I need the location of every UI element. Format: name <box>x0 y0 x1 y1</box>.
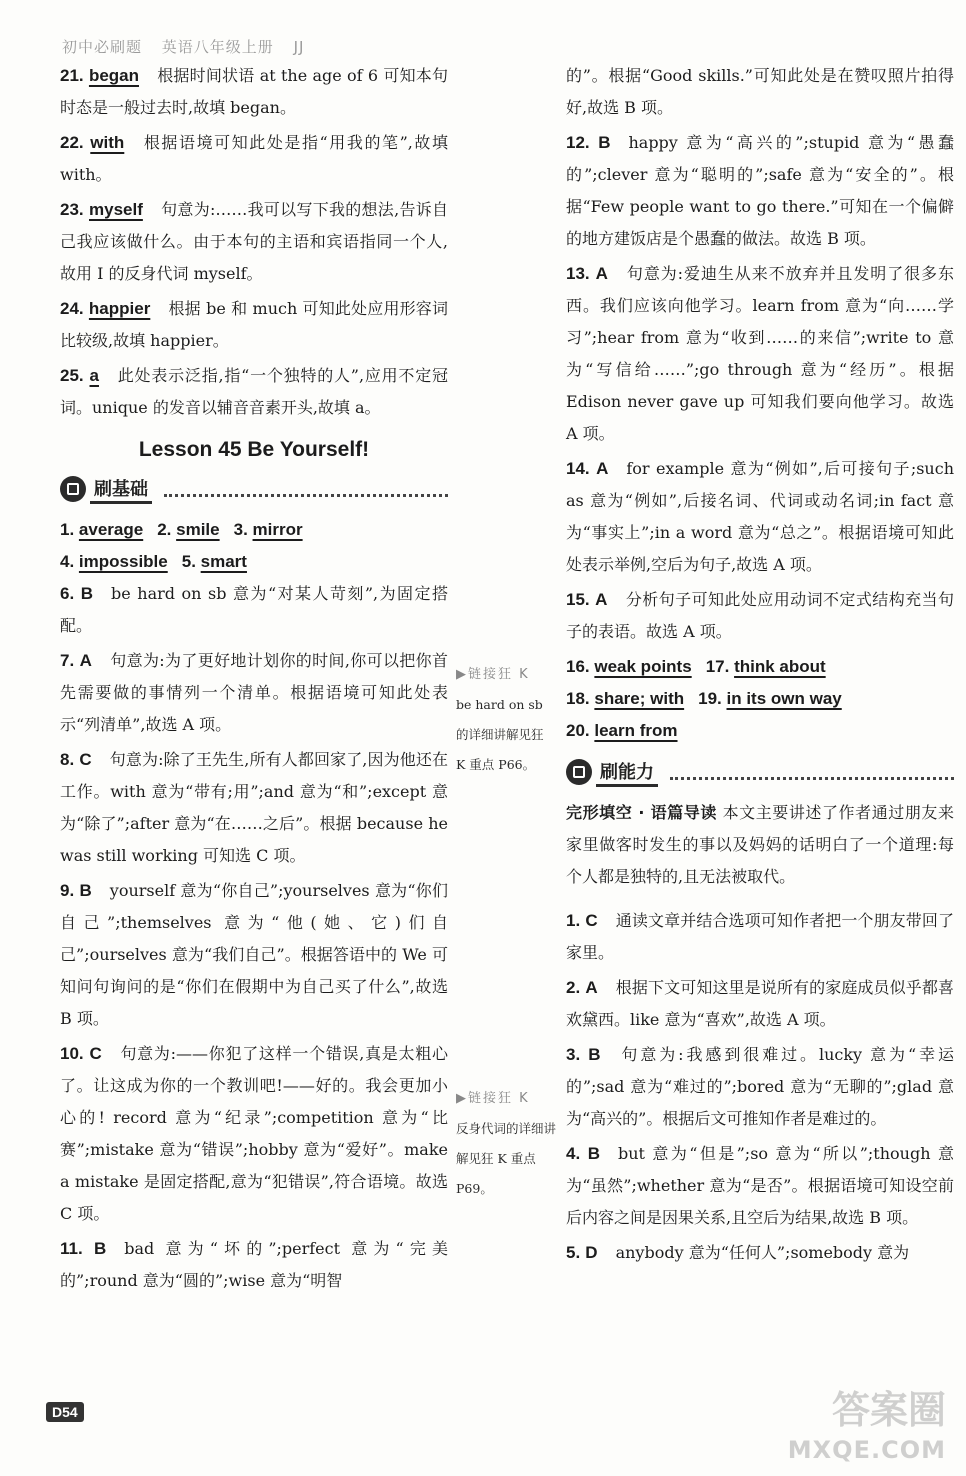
item-answer: B <box>588 1045 601 1064</box>
item-answer: smile <box>176 520 220 539</box>
item-number: 6. <box>60 584 75 603</box>
item-answer: C <box>585 911 598 930</box>
item-number: 2. <box>566 978 581 997</box>
side-note-tag: ▶链接狂 K <box>456 667 530 682</box>
section-basic-badge <box>60 475 158 504</box>
item-answer: with <box>90 133 125 152</box>
item-answer: in its own way <box>726 689 842 708</box>
watermark-logo <box>788 1390 946 1470</box>
item-answer: A <box>585 978 598 997</box>
guide-label: 完形填空 · 语篇导读 <box>566 803 717 822</box>
item-number: 3. <box>566 1045 581 1064</box>
item-answer: share; with <box>594 689 685 708</box>
item-number: 7. <box>60 651 75 670</box>
item-answer: weak points <box>594 657 692 676</box>
answer-item <box>566 972 954 1036</box>
guide-text: 本文主要讲述了作者通过朋友来家里做客时发生的事以及妈妈的话明白了一个道理:每个人都是独特的,且无法被取代。 <box>566 803 954 886</box>
item-number: 23. <box>60 200 84 219</box>
section-ability-label: 刷能力 <box>596 758 658 787</box>
answer-item <box>60 1233 448 1297</box>
item-explanation: but 意为“但是”;so 意为“所以”;though 意为“虽然”;whether 意为“是否”。根据语境可知设空前后内容之间是因果关系,且空后为结果,故选 B 项。 <box>566 1144 954 1227</box>
side-note-1 <box>456 660 556 780</box>
item-explanation: 根据下文可知这里是说所有的家庭成员似乎都喜欢黛西。like 意为“喜欢”,故选 A 项。 <box>566 978 954 1029</box>
dotted-divider <box>164 482 448 497</box>
basic-fill-answers <box>60 514 448 578</box>
item-number: 9. <box>60 881 75 900</box>
item-number: 16. <box>566 657 590 676</box>
item-explanation: 句意为:——你犯了这样一个错误,真是太粗心了。让这成为你的一个教训吧!——好的。我会更加小心的! record 意为“纪录”;competition 意为“比赛”;mistake 意为“错误”;hobby 意为“爱好”。make a mistake 是固定搭配,意为“犯错误”,符合语境。故选 C 项。 <box>60 1044 448 1223</box>
right-column <box>566 60 954 1272</box>
answer-item <box>566 258 954 450</box>
answer-item <box>566 127 954 255</box>
section-basic-label: 刷基础 <box>90 475 152 504</box>
item-explanation: 句意为:为了更好地计划你的时间,你可以把你首先需要做的事情列一个清单。根据语境可知此处表示“列清单”,故选 A 项。 <box>60 651 448 734</box>
fill-answer-row <box>566 715 954 747</box>
item-number: 3. <box>233 520 248 539</box>
item-answer: A <box>596 459 609 478</box>
continued-answer <box>566 60 954 124</box>
left-top-answers <box>60 60 448 424</box>
watermark-text: 答案圈 <box>831 1388 946 1432</box>
page-number: D54 <box>46 1402 84 1422</box>
item-answer: impossible <box>78 552 168 571</box>
answer-item <box>566 905 954 969</box>
answer-item <box>60 194 448 290</box>
pen-badge-icon <box>566 759 592 785</box>
item-number: 10. <box>60 1044 84 1063</box>
item-number: 14. <box>566 459 590 478</box>
side-note-text: 反身代词的详细讲解见狂 K 重点 P69。 <box>456 1121 557 1196</box>
item-explanation: 根据时间状语 at the age of 6 可知本句时态是一般过去时,故填 began。 <box>60 66 448 117</box>
item-answer: average <box>78 520 144 539</box>
fill-answer-row <box>60 546 448 578</box>
item-answer: C <box>89 1044 102 1063</box>
item-answer: B <box>79 881 92 900</box>
item-number: 13. <box>566 264 590 283</box>
item-explanation: 通读文章并结合选项可知作者把一个朋友带回了家里。 <box>566 911 954 962</box>
answer-item <box>566 1138 954 1234</box>
item-answer: myself <box>89 200 143 219</box>
item-number: 18. <box>566 689 590 708</box>
answer-item <box>566 584 954 648</box>
answer-item <box>60 60 448 124</box>
item-answer: think about <box>734 657 826 676</box>
item-number: 5. <box>181 552 196 571</box>
answer-item <box>60 875 448 1035</box>
left-bottom-answers <box>60 578 448 1297</box>
item-explanation: bad 意为“坏的”;perfect 意为“完美的”;round 意为“圆的”;wise 意为“明智 <box>60 1239 448 1290</box>
answer-item <box>60 127 448 191</box>
item-number: 20. <box>566 721 590 740</box>
item-number: 1. <box>566 911 581 930</box>
pen-badge-icon <box>60 476 86 502</box>
item-explanation: happy 意为“高兴的”;stupid 意为“愚蠢的”;clever 意为“聪明的”;safe 意为“安全的”。根据“Few people want to go there.”可知在一个偏僻的地方建饭店是个愚蠢的做法。故选 B 项。 <box>566 133 954 248</box>
header-subject: 英语八年级上册 <box>161 38 274 56</box>
answer-item <box>60 293 448 357</box>
item-number: 4. <box>60 552 75 571</box>
fill-answer-row <box>60 514 448 546</box>
item-number: 15. <box>566 590 590 609</box>
item-explanation: 句意为:除了王先生,所有人都回家了,因为他还在工作。with 意为“带有;用”;and 意为“和”;except 意为“除了”;after 意为“在……之后”。根据 because he was still working 可知选 C 项。 <box>60 750 448 865</box>
lesson-title: Lesson 45 Be Yourself! <box>138 438 370 461</box>
item-answer: B <box>587 1144 600 1163</box>
section-basic-header <box>60 474 448 504</box>
header-edition: JJ <box>293 38 305 56</box>
continued-text: 的”。根据“Good skills.”可知此处是在赞叹照片拍得好,故选 B 项。 <box>566 66 954 117</box>
item-explanation: be hard on sb 意为“对某人苛刻”,为固定搭配。 <box>60 584 448 635</box>
item-number: 21. <box>60 66 84 85</box>
item-explanation: 根据语境可知此处是指“用我的笔”,故填 with。 <box>60 133 448 184</box>
section-ability-header <box>566 757 954 787</box>
side-note-2 <box>456 1084 556 1204</box>
side-note-text: be hard on sb 的详细讲解见狂 K 重点 P66。 <box>456 697 544 772</box>
item-explanation: 句意为:爱迪生从来不放弃并且发明了很多东西。我们应该向他学习。learn from 意为“向……学习”;hear from 意为“收到……的来信”;write to 意为“写信给……”;go through 意为“经历”。根据 Edison never gave up 可知我们要向他学习。故选 A 项。 <box>566 264 954 443</box>
item-explanation: yourself 意为“你自己”;yourselves 意为“你们自己”;themselves 意为“他(她、它)们自己”;ourselves 意为“我们自己”。根据答语中的 We 可知问句询问的是“你们在假期中为自己买了什么”,故选 B 项。 <box>60 881 448 1028</box>
item-number: 1. <box>60 520 75 539</box>
item-answer: A <box>595 264 608 283</box>
item-answer: D <box>585 1243 598 1262</box>
item-explanation: 分析句子可知此处应用动词不定式结构充当句子的表语。故选 A 项。 <box>566 590 954 641</box>
running-header <box>62 36 318 57</box>
answer-item <box>60 360 448 424</box>
item-answer: A <box>79 651 92 670</box>
right-top-answers <box>566 127 954 648</box>
item-answer: B <box>80 584 94 603</box>
answer-item <box>60 645 448 741</box>
item-number: 17. <box>705 657 730 676</box>
reading-guide <box>566 797 954 893</box>
item-answer: happier <box>88 299 151 318</box>
item-answer: smart <box>200 552 247 571</box>
header-book: 初中必刷题 <box>62 38 143 56</box>
answer-item <box>566 453 954 581</box>
answer-item <box>60 1038 448 1230</box>
item-number: 8. <box>60 750 75 769</box>
right-bottom-answers <box>566 905 954 1269</box>
left-column <box>60 60 448 1300</box>
item-answer: B <box>598 133 611 152</box>
item-number: 2. <box>157 520 172 539</box>
item-number: 11. <box>60 1239 83 1258</box>
item-explanation: 句意为:……我可以写下我的想法,告诉自己我应该做什么。由于本句的主语和宾语指同一个人,故用 I 的反身代词 myself。 <box>60 200 448 283</box>
answer-item <box>566 1039 954 1135</box>
answer-item <box>566 1237 954 1269</box>
right-fill-answers <box>566 651 954 747</box>
item-answer: a <box>89 366 99 385</box>
item-explanation: 句意为:我感到很难过。lucky 意为“幸运的”;sad 意为“难过的”;bored 意为“无聊的”;glad 意为“高兴的”。根据后文可推知作者是难过的。 <box>566 1045 954 1128</box>
fill-answer-row <box>566 651 954 683</box>
item-answer: learn from <box>594 721 678 740</box>
item-number: 5. <box>566 1243 581 1262</box>
item-number: 22. <box>60 133 84 152</box>
section-ability-badge <box>566 758 664 787</box>
dotted-divider <box>670 765 954 780</box>
item-number: 25. <box>60 366 84 385</box>
answer-item <box>60 578 448 642</box>
item-explanation: for example 意为“例如”,后可接句子;such as 意为“例如”,后接名词、代词或动名词;in fact 意为“事实上”;in a word 意为“总之”。根据语境可知此处表示举例,空后为句子,故选 A 项。 <box>566 459 954 574</box>
answer-item <box>60 744 448 872</box>
fill-answer-row <box>566 683 954 715</box>
watermark-url: MXQE.COM <box>787 1436 946 1464</box>
item-answer: mirror <box>252 520 303 539</box>
side-note-tag: ▶链接狂 K <box>456 1091 530 1106</box>
item-explanation: anybody 意为“任何人”;somebody 意为 <box>615 1243 910 1262</box>
item-number: 19. <box>698 689 722 708</box>
item-explanation: 此处表示泛指,指“一个独特的人”,应用不定冠词。unique 的发音以辅音音素开头,故填 a。 <box>60 366 448 417</box>
item-answer: B <box>93 1239 107 1258</box>
item-answer: C <box>79 750 92 769</box>
item-number: 12. <box>566 133 590 152</box>
item-answer: A <box>595 590 608 609</box>
item-answer: began <box>88 66 139 85</box>
item-number: 4. <box>566 1144 581 1163</box>
item-number: 24. <box>60 299 84 318</box>
item-explanation: 根据 be 和 much 可知此处应用形容词比较级,故填 happier。 <box>60 299 448 350</box>
